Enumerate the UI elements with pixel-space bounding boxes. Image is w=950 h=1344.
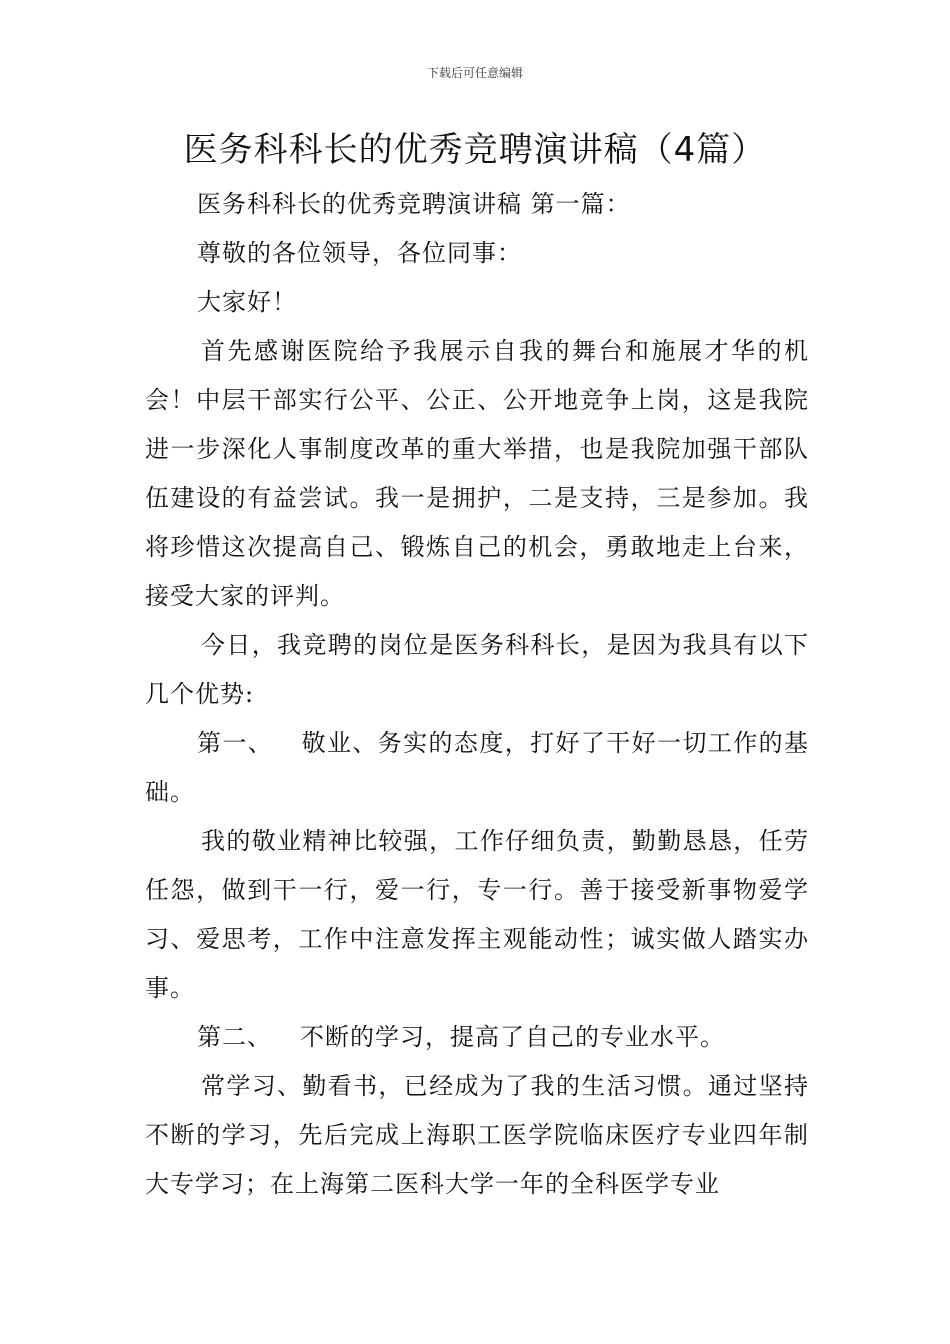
section-heading-second bbox=[145, 1013, 809, 1062]
paragraph-intro: 首先感谢医院给予我展示自我的舞台和施展才华的机会！中层干部实行公平、公正、公开地竞争上岗，这是我院进一步深化人事制度改革的重大举措，也是我院加强干部队伍建设的有益尝试。我一是拥护，二是支持，三是参加。我将珍惜这次提高自己、锻炼自己的机会，勇敢地走上台来，接受大家的评判。 bbox=[145, 337, 809, 610]
paragraph-dedication: 我的敬业精神比较强，工作仔细负责，勤勤恳恳，任劳任怨，做到干一行，爱一行，专一行。善于接受新事物爱学习、爱思考，工作中注意发挥主观能动性；诚实做人踏实办事。 bbox=[145, 827, 809, 1002]
section-label-second: 第二、 bbox=[197, 1023, 272, 1051]
section-text-first: 敬业、务实的态度，打好了干好一切工作的基础。 bbox=[145, 729, 810, 806]
greeting-line: 大家好！ bbox=[197, 288, 297, 316]
section-heading-first bbox=[145, 719, 809, 817]
document-title: 医务科科长的优秀竞聘演讲稿（4篇） bbox=[183, 130, 767, 170]
header-note: 下载后可任意编辑 bbox=[426, 66, 523, 80]
section-text-second: 不断的学习，提高了自己的专业水平。 bbox=[300, 1023, 725, 1051]
document-body bbox=[145, 180, 809, 1209]
salutation-line: 尊敬的各位领导，各位同事： bbox=[197, 239, 522, 267]
subtitle-line: 医务科科长的优秀竞聘演讲稿 第一篇： bbox=[197, 190, 631, 218]
section-label-first: 第一、 bbox=[197, 729, 274, 757]
paragraph-advantages: 今日，我竞聘的岗位是医务科科长，是因为我具有以下几个优势: bbox=[145, 631, 809, 708]
paragraph-learning: 常学习、勤看书，已经成为了我的生活习惯。通过坚持不断的学习，先后完成上海职工医学院临床医疗专业四年制大专学习；在上海第二医科大学一年的全科医学专业 bbox=[145, 1072, 809, 1198]
